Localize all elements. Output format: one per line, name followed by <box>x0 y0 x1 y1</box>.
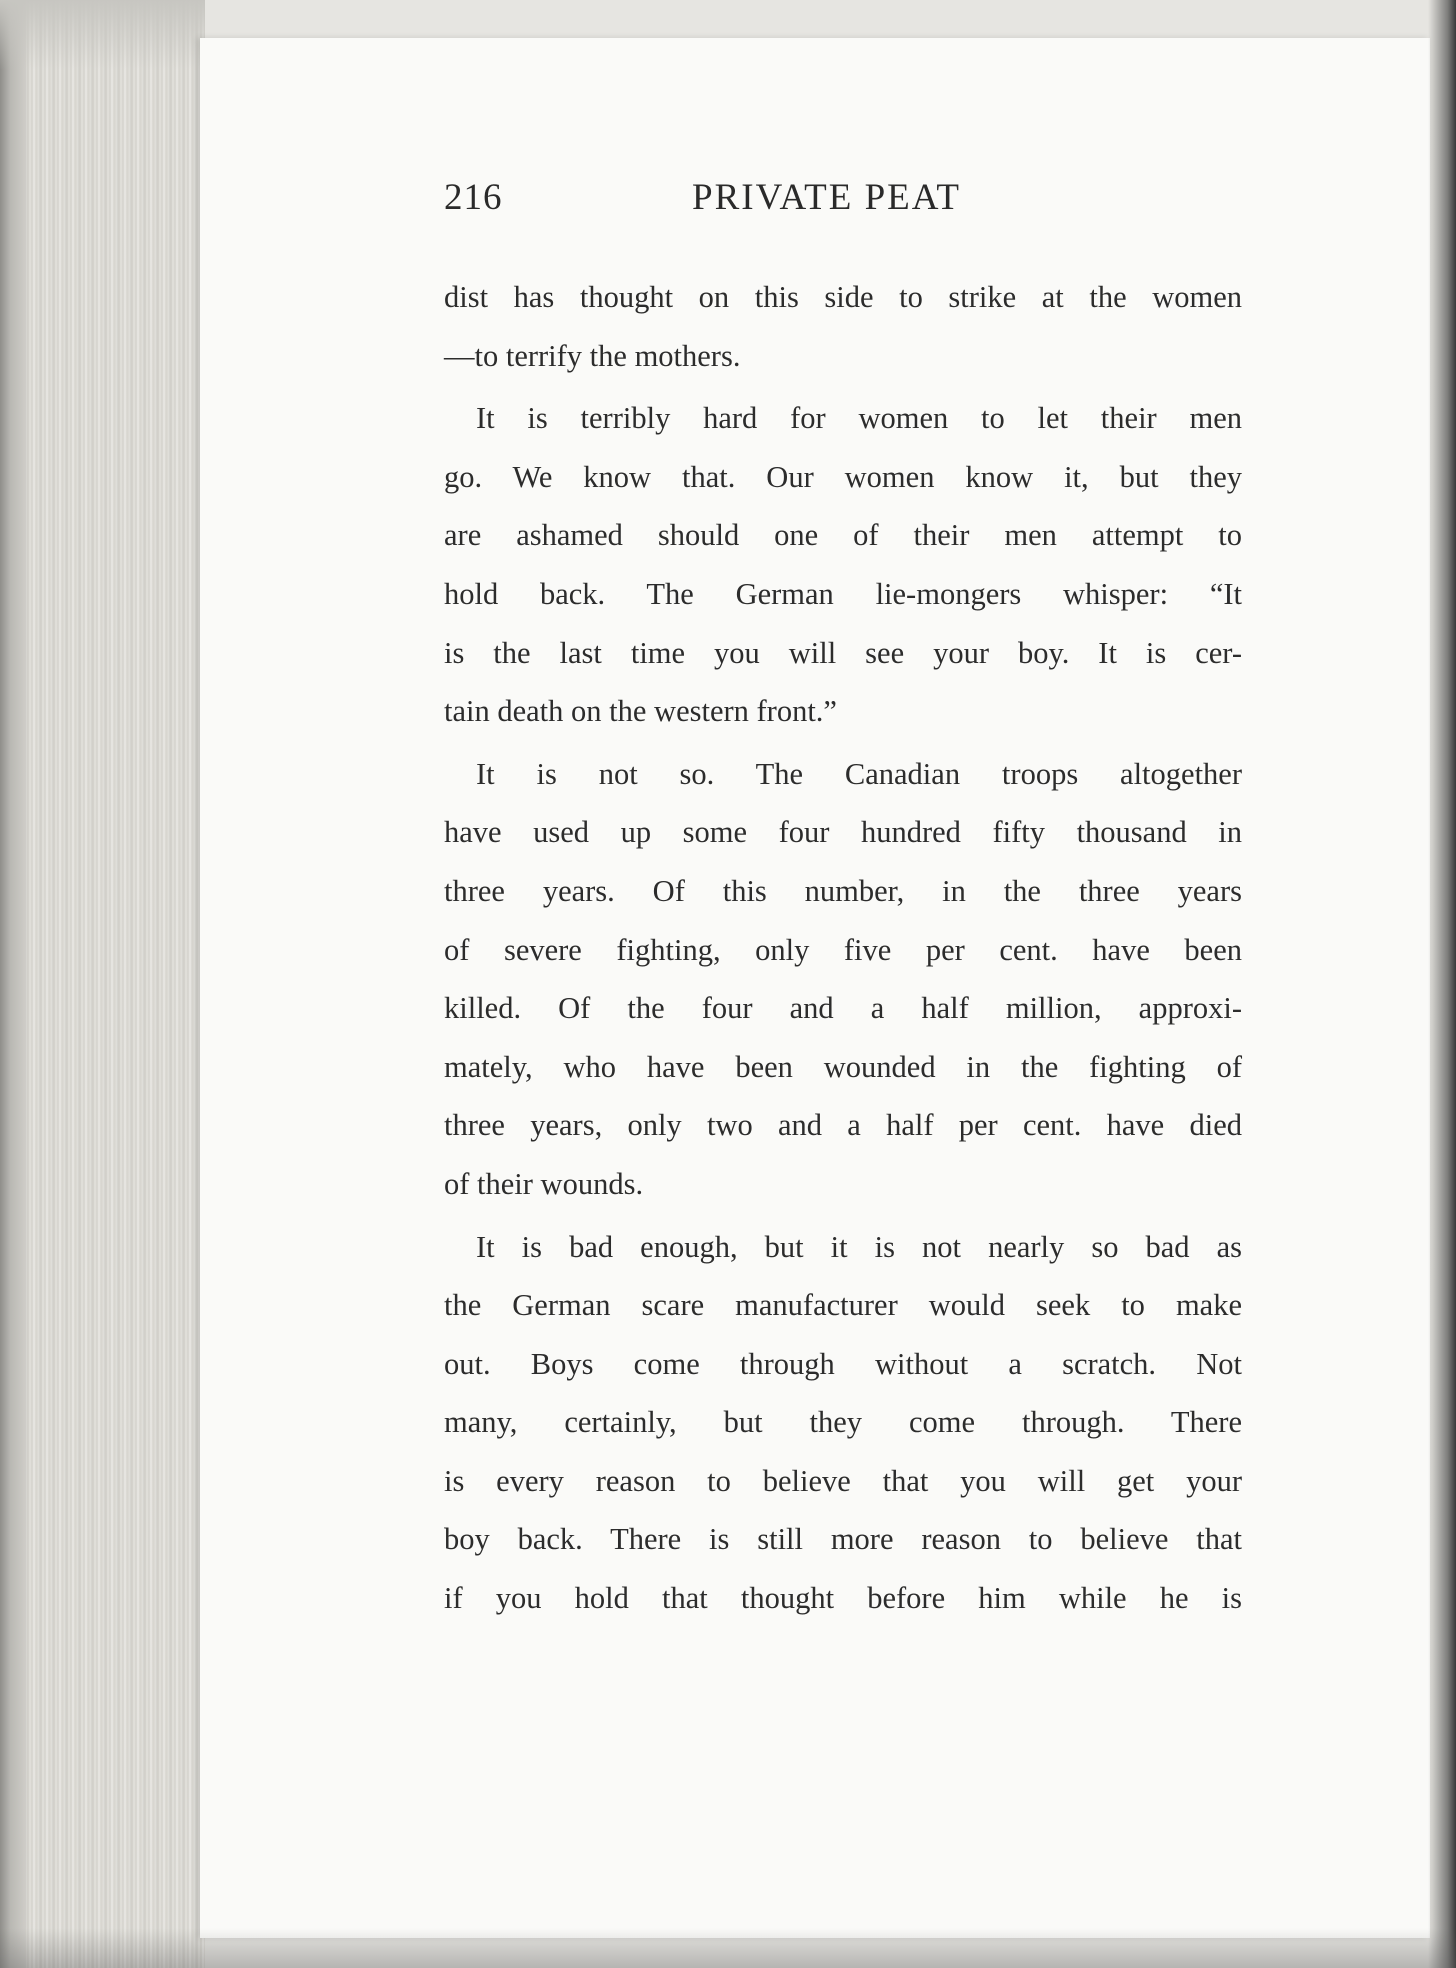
text-line: is the last time you will see your boy. It is cer- <box>444 635 1242 670</box>
page-edge-stack <box>0 0 205 1968</box>
text-line: boy back. There is still more reason to believe that <box>444 1522 1242 1557</box>
text-line: the German scare manufacturer would seek to make <box>444 1288 1242 1323</box>
text-line: are ashamed should one of their men attempt to <box>444 518 1242 553</box>
bottom-shade <box>0 1928 1456 1968</box>
text-line: three years. Of this number, in the three years <box>444 873 1242 908</box>
text-line: killed. Of the four and a half million, approxi- <box>444 991 1242 1026</box>
text-line: It is not so. The Canadian troops altogether <box>476 756 1242 791</box>
page-number: 216 <box>444 177 503 218</box>
running-title: PRIVATE PEAT <box>692 177 961 218</box>
text-line: have used up some four hundred fifty thousand in <box>444 815 1242 850</box>
text-line: three years, only two and a half per cent. have died <box>444 1108 1242 1143</box>
text-line: It is bad enough, but it is not nearly so bad as <box>476 1229 1242 1264</box>
text-line: It is terribly hard for women to let their men <box>476 401 1242 436</box>
text-line: hold back. The German lie-mongers whisper: “It <box>444 576 1242 611</box>
text-line: is every reason to believe that you will get your <box>444 1463 1242 1498</box>
text-line: dist has thought on this side to strike at the women <box>444 280 1242 314</box>
text-line: many, certainly, but they come through. There <box>444 1405 1242 1440</box>
body-text <box>444 268 1242 1628</box>
text-line: —to terrify the mothers. <box>444 338 741 373</box>
text-line: of severe fighting, only five per cent. have been <box>444 932 1242 967</box>
text-line: tain death on the western front.” <box>444 694 837 729</box>
running-head <box>444 176 1004 226</box>
binding-shadow <box>1428 0 1456 1968</box>
text-line: mately, who have been wounded in the fighting of <box>444 1049 1242 1084</box>
text-line: if you hold that thought before him while he is <box>444 1581 1242 1616</box>
text-line: of their wounds. <box>444 1166 644 1201</box>
text-line: go. We know that. Our women know it, but they <box>444 459 1242 494</box>
text-line: out. Boys come through without a scratch. Not <box>444 1346 1242 1381</box>
